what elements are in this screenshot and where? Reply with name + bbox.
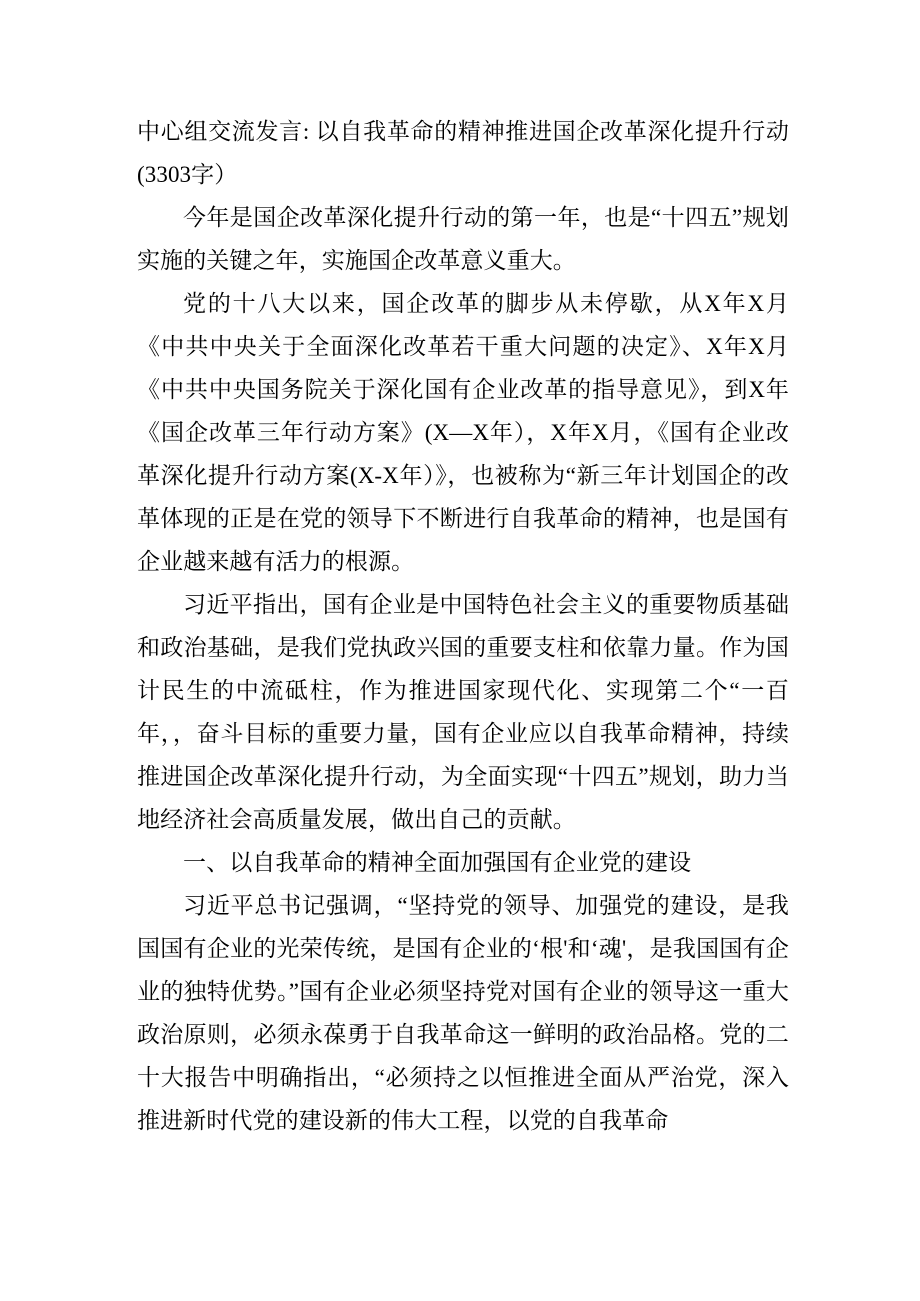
document-title: 中心组交流发言: 以自我革命的精神推进国企改革深化提升行动(3303字） (137, 119, 789, 187)
paragraph-container (137, 196, 789, 1142)
paragraph: 习近平总书记强调，“坚持党的领导、加强党的建设，是我国国有企业的光荣传统，是国有企业的‘根'和‘魂'，是我国国有企业的独特优势。”国有企业必须坚持党对国有企业的领导这一重大政治原则，必须永葆勇于自我革命这一鲜明的政治品格。党的二十大报告中明确指出，“必须持之以恒推进全面从严治党，深入推进新时代党的建设新的伟大工程，以党的自我革命 (137, 893, 789, 1133)
section-heading: 一、以自我革命的精神全面加强国有企业党的建设 (183, 850, 692, 875)
paragraph: 党的十八大以来，国企改革的脚步从未停歇，从X年X月《中共中央关于全面深化改革若干重大问题的决定》、X年X月《中共中央国务院关于深化国有企业改革的指导意见》，到X年《国企改革三年行动方案》(X—X年），X年X月，《国有企业改革深化提升行动方案(X-X年）》，也被称为“新三年计划国企的改革体现的正是在党的领导下不断进行自我革命的精神，也是国有企业越来越有活力的根源。 (137, 291, 789, 574)
document-body (137, 110, 789, 1142)
paragraph: 习近平指出，国有企业是中国特色社会主义的重要物质基础和政治基础，是我们党执政兴国的重要支柱和依靠力量。作为国计民生的中流砥柱，作为推进国家现代化、实现第二个“一百年，，奋斗目标的重要力量，国有企业应以自我革命精神，持续推进国企改革深化提升行动，为全面实现“十四五”规划，助力当地经济社会高质量发展，做出自己的贡献。 (137, 592, 789, 832)
paragraph: 今年是国企改革深化提升行动的第一年，也是“十四五”规划实施的关键之年，实施国企改革意义重大。 (137, 205, 789, 273)
